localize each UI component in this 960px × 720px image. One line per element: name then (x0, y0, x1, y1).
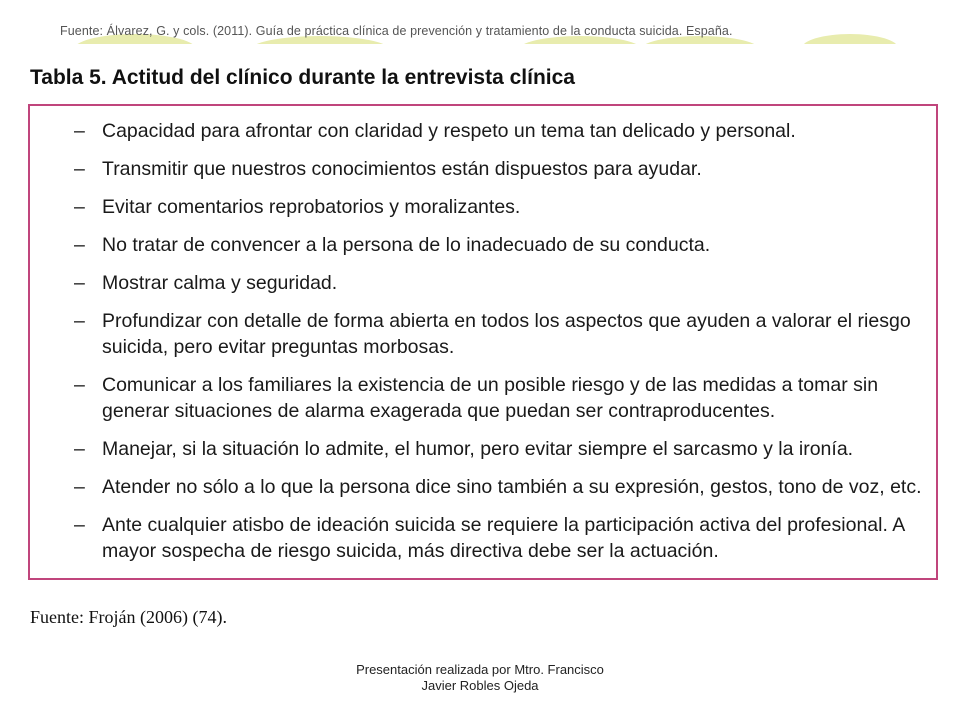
dash-bullet: – (74, 374, 85, 396)
list-item (30, 474, 936, 500)
table-title: Tabla 5. Actitud del clínico durante la entrevista clínica (30, 66, 575, 89)
list-item-text: Mostrar calma y seguridad. (102, 272, 338, 294)
list-item-text: Capacidad para afrontar con claridad y respeto un tema tan delicado y personal. (102, 120, 796, 142)
list-item (30, 118, 936, 144)
list-item-text: Manejar, si la situación lo admite, el humor, pero evitar siempre el sarcasmo y la ironía. (102, 438, 854, 460)
list-item-text: Transmitir que nuestros conocimientos están dispuestos para ayudar. (102, 158, 702, 180)
table-box (28, 104, 938, 580)
list-item (30, 194, 936, 220)
list-item (30, 436, 936, 462)
list-item-text: Profundizar con detalle de forma abierta en todos los aspectos que ayuden a valorar el riesgo suicida, pero evitar preguntas morbosas. (102, 310, 911, 358)
attitude-list (30, 118, 936, 576)
dash-bullet: – (74, 158, 85, 180)
presentation-credit (330, 662, 630, 694)
list-item-text: Ante cualquier atisbo de ideación suicida se requiere la participación activa del profesional. A mayor sospecha de riesgo suicida, más directiva debe ser la actuación. (102, 514, 905, 562)
list-item-text: Evitar comentarios reprobatorios y moralizantes. (102, 196, 521, 218)
dash-bullet: – (74, 476, 85, 498)
list-item-text: No tratar de convencer a la persona de lo inadecuado de su conducta. (102, 234, 711, 256)
credit-line-1: Presentación realizada por Mtro. Francisco (356, 662, 604, 677)
dash-bullet: – (74, 310, 85, 332)
credit-line-2: Javier Robles Ojeda (421, 678, 539, 693)
list-item (30, 156, 936, 182)
list-item (30, 512, 936, 564)
dash-bullet: – (74, 438, 85, 460)
list-item (30, 232, 936, 258)
list-item-text: Comunicar a los familiares la existencia de un posible riesgo y de las medidas a tomar sin generar situaciones de alarma exagerada que puedan ser contraproducentes. (102, 374, 879, 422)
list-item (30, 270, 936, 296)
dash-bullet: – (74, 514, 85, 536)
dash-bullet: – (74, 272, 85, 294)
list-item-text: Atender no sólo a lo que la persona dice sino también a su expresión, gestos, tono de voz, etc. (102, 476, 922, 498)
list-item (30, 308, 936, 360)
source-citation-bottom: Fuente: Froján (2006) (74). (30, 607, 227, 627)
dash-bullet: – (74, 120, 85, 142)
source-citation-top: Fuente: Álvarez, G. y cols. (2011). Guía de práctica clínica de prevención y tratamiento de la conducta suicida. España. (60, 24, 733, 38)
dash-bullet: – (74, 196, 85, 218)
dash-bullet: – (74, 234, 85, 256)
list-item (30, 372, 936, 424)
